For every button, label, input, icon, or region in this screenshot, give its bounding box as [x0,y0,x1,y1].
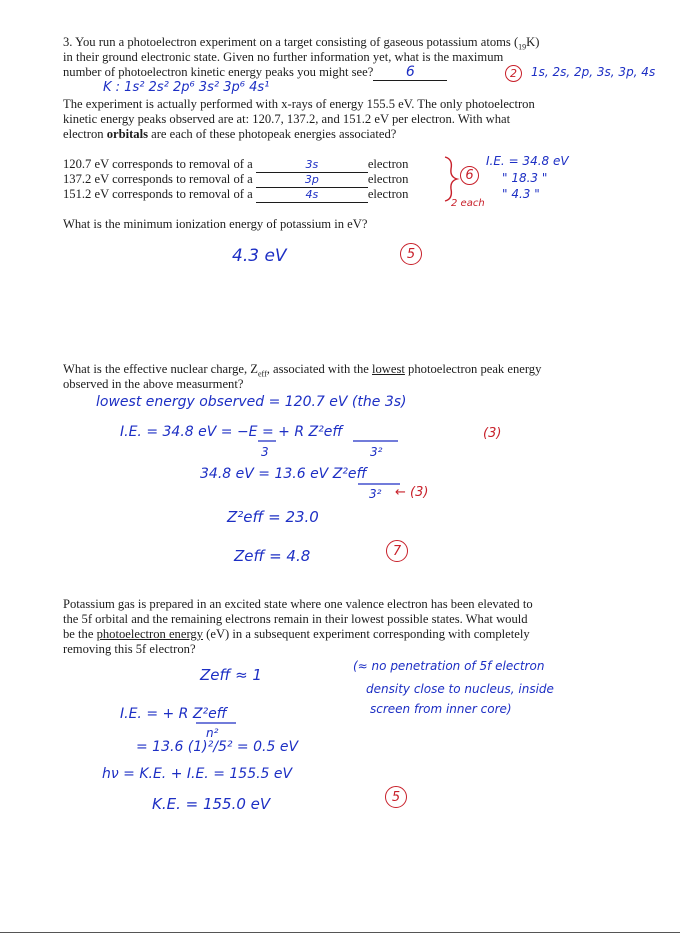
q5f-note-3: screen from inner core) [370,702,512,716]
q3-para-3 [63,127,396,142]
peak-row-suffix: electron [367,187,409,201]
q3-line-1-text: 3. You run a photoelectron experiment on a target consisting of gaseous potassium atoms ( [63,35,519,49]
potassium-symbol: K) [526,35,540,49]
q5f-note-2: density close to nucleus, inside [366,682,554,696]
zeff-work-2: I.E. = 34.8 eV = −E = + R Z²eff [120,424,343,440]
score-min-ie: 5 [400,243,422,265]
page-bottom-rule [0,932,680,933]
zeff-q-underlined: lowest [372,362,405,376]
q5f-ke: K.E. = 155.0 eV [152,795,271,813]
q5f-line-1: Potassium gas is prepared in an excited state where one valence electron has been elevated to [63,597,533,611]
q3-para-1: The experiment is actually performed with x-rays of energy 155.5 eV. The only photoelectron [63,97,535,111]
score-peaks: 2 [505,65,522,82]
q3-para-2: kinetic energy peaks observed are at: 120.7, 137.2, and 151.2 eV per electron. With what [63,112,511,126]
min-ie-answer: 4.3 eV [232,246,287,266]
peak-row-suffix: electron [367,157,409,171]
zeff-work-4: Z²eff = 23.0 [227,508,319,526]
zeff-work-2-den-2: 3² [370,445,383,459]
q5f-line-3a: be the [63,627,97,641]
peak-row-blank [256,157,368,173]
score-zeff: 7 [386,540,408,562]
score-5f: 5 [385,786,407,808]
q3-line-2: in their ground electronic state. Given no further information yet, what is the maximum [63,50,504,64]
peak-row-suffix: electron [367,172,409,186]
q5f-line-4: removing this 5f electron? [63,642,196,656]
min-ie-question: What is the minimum ionization energy of potassium in eV? [63,217,368,231]
zeff-q-c: photoelectron peak energy [404,362,542,376]
q3-line-3 [63,65,447,81]
q3-para-3c: are each of these photopeak energies associated? [147,127,397,141]
q5f-hv: hν = K.E. + I.E. = 155.5 eV [102,766,293,782]
peak-row-1 [63,157,408,173]
peaks-answer-blank [373,65,447,81]
ie-row-2: " 18.3 " [502,171,548,185]
q5f-line-2: the 5f orbital and the remaining electrons remain in their lowest possible states. What would [63,612,528,626]
potassium-atomic-number: 19 [518,42,527,52]
peak-row-blank [256,172,368,188]
q5f-ie-den: n² [206,726,219,740]
orbitals-bold: orbitals [106,127,148,141]
zeff-q-a: What is the effective nuclear charge, Z [63,362,258,376]
peak-row-label: 137.2 eV corresponds to removal of a [63,172,253,186]
ie-row-3: " 4.3 " [502,187,540,201]
zeff-work-3-mark: ← (3) [395,485,429,500]
q5f-calc: = 13.6 (1)²/5² = 0.5 eV [136,739,299,755]
q5f-ie: I.E. = + R Z²eff [120,706,227,722]
peak-row-label: 151.2 eV corresponds to removal of a [63,187,253,201]
q5f-line-3b: (eV) in a subsequent experiment corresponding with completely [203,627,530,641]
zeff-work-3: 34.8 eV = 13.6 eV Z²eff [200,466,367,482]
peak-row-blank [256,187,368,203]
orbital-list: 1s, 2s, 2p, 3s, 3p, 4s [531,65,656,79]
fraction-bar-3 [196,722,246,726]
zeff-q-b: , associated with the [266,362,373,376]
peak-row-answer: 3s [305,158,319,171]
q5f-note-1: (≈ no penetration of 5f electron [353,659,545,673]
peak-row-2 [63,172,408,188]
q3-para-3a: electron [63,127,107,141]
zeff-q-sub: eff [258,369,267,379]
zeff-work-3-den: 3² [369,487,382,501]
peak-row-answer: 3p [304,173,319,186]
each-note: 2 each [451,198,485,209]
zeff-question-2: observed in the above measurment? [63,377,244,391]
peak-row-3 [63,187,408,203]
zeff-work-5: Zeff = 4.8 [234,547,311,565]
peaks-answer: 6 [405,64,415,80]
q3-line-3-text: number of photoelectron kinetic energy peaks you might see? [63,65,374,79]
q5f-underlined: photoelectron energy [96,627,204,641]
ie-row-1: I.E. = 34.8 eV [486,154,569,168]
peak-row-label: 120.7 eV corresponds to removal of a [63,157,253,171]
q5f-zeff: Zeff ≈ 1 [200,666,262,684]
fraction-bar-1 [258,440,458,444]
score-rows: 6 [460,166,479,185]
potassium-configuration: K : 1s² 2s² 2p⁶ 3s² 3p⁶ 4s¹ [103,80,270,95]
zeff-work-2-den-1: 3 [261,445,269,459]
peak-row-answer: 4s [305,188,319,201]
zeff-work-1: lowest energy observed = 120.7 eV (the 3s) [96,394,407,410]
q5f-line-3 [63,627,530,642]
score-zeff-small: (3) [483,426,502,441]
